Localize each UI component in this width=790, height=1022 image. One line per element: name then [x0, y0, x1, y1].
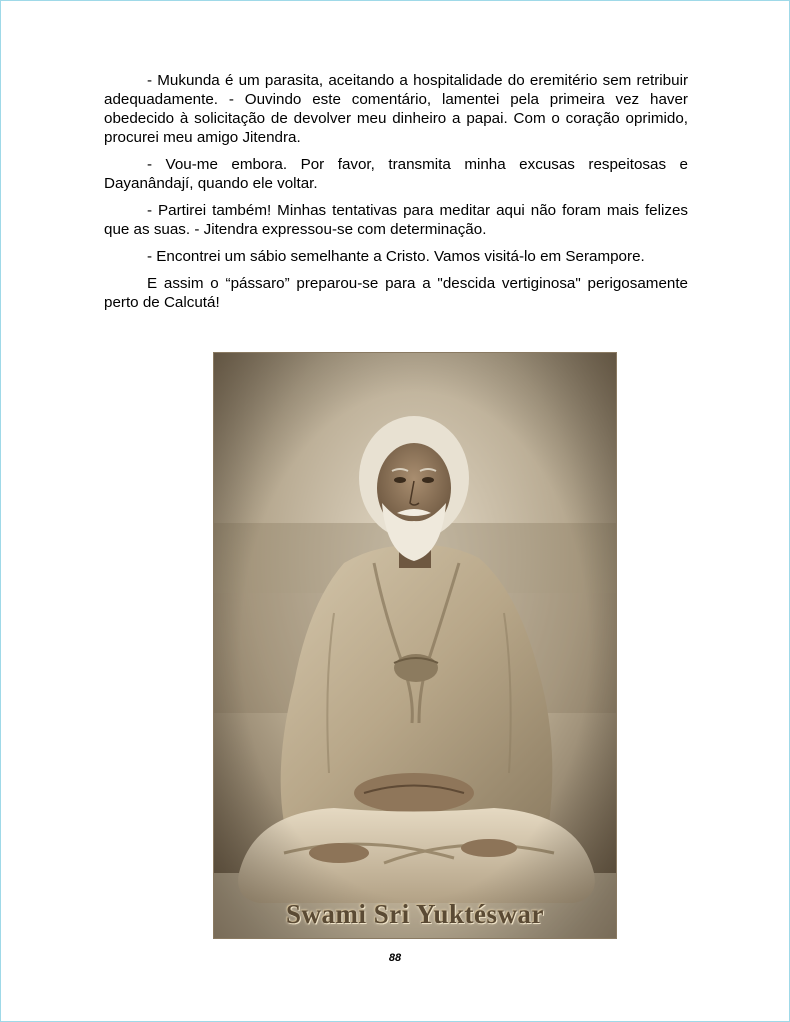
page-number: 88 — [388, 952, 402, 964]
paragraph-1: - Mukunda é um parasita, aceitando a hospitalidade do eremitério sem retribuir adequadamente. - Ouvindo este comentário, lamentei pela primeira vez haver obedecido à solicitação de devolver meu dinheiro a papai. Com o coração oprimido, procurei meu amigo Jitendra. — [104, 72, 688, 146]
body-text — [104, 71, 688, 320]
paragraph-3: - Partirei também! Minhas tentativas para meditar aqui não foram mais felizes que as suas. - Jitendra expressou-se com determinação. — [104, 202, 688, 238]
portrait-photo — [213, 352, 617, 939]
portrait-illustration — [214, 353, 616, 938]
paragraph-2: - Vou-me embora. Por favor, transmita minha excusas respeitosas e Dayanândají, quando ele voltar. — [104, 156, 688, 192]
photo-caption: Swami Sri Yuktéswar — [285, 899, 545, 929]
paragraph-5: E assim o “pássaro” preparou-se para a "descida vertiginosa" perigosamente perto de Calcutá! — [104, 275, 688, 311]
paragraph-4: - Encontrei um sábio semelhante a Cristo. Vamos visitá-lo em Serampore. — [147, 248, 645, 265]
